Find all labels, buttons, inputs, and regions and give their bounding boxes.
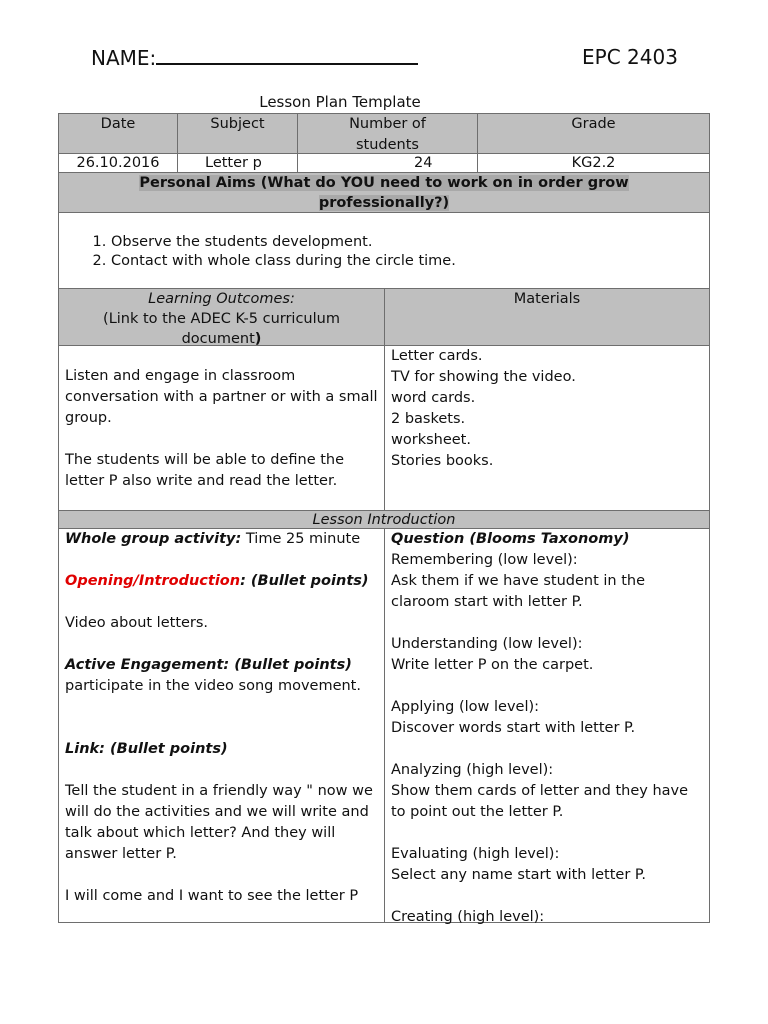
outcomes-sub-line2: document xyxy=(181,331,255,347)
link-label: Link: (Bullet points) xyxy=(65,741,228,757)
name-field xyxy=(91,45,418,70)
aim-item: 1. Observe the students development. xyxy=(111,233,709,252)
materials-heading: Materials xyxy=(513,291,581,307)
material-item: 2 baskets. xyxy=(391,411,466,427)
blooms-level-text: Show them cards of letter and they have to point out the letter P. xyxy=(391,783,689,820)
blooms-level-label: Understanding (low level): xyxy=(391,636,583,652)
outcomes-heading-cell xyxy=(58,288,385,346)
name-label: NAME: xyxy=(91,46,157,70)
blooms-level-text: Write letter P on the carpet. xyxy=(391,657,594,673)
subject-value: Letter p xyxy=(177,153,298,173)
material-item: Letter cards. xyxy=(391,348,483,364)
blooms-level-label: Creating (high level): xyxy=(391,909,545,925)
blooms-level-text: Ask them if we have student in the claroom start with letter P. xyxy=(391,573,645,610)
material-item: word cards. xyxy=(391,390,476,406)
lesson-intro-heading: Lesson Introduction xyxy=(58,510,710,529)
whole-group-time: Time 25 minute xyxy=(241,531,361,547)
opening-suffix: : (Bullet points) xyxy=(240,573,369,589)
personal-aims-heading xyxy=(58,172,710,213)
materials-body xyxy=(384,345,710,511)
materials-heading-cell xyxy=(384,288,710,346)
outcomes-para2: The students will be able to define the letter P also write and read the letter. xyxy=(65,452,345,489)
lesson-intro-right xyxy=(384,528,710,923)
opening-text: Video about letters. xyxy=(65,615,209,631)
personal-aims-heading-line2: professionally?) xyxy=(318,195,450,211)
active-label: Active Engagement: (Bullet points) xyxy=(65,657,352,673)
opening-line xyxy=(65,571,378,592)
lesson-intro-left xyxy=(58,528,385,923)
blooms-level-text: Discover words start with letter P. xyxy=(391,720,636,736)
blooms-level-label: Remembering (low level): xyxy=(391,552,578,568)
personal-aims-list xyxy=(59,233,709,271)
course-code: EPC 2403 xyxy=(582,45,678,69)
aim-item: 2. Contact with whole class during the circle time. xyxy=(111,252,709,271)
outcomes-heading: Learning Outcomes: xyxy=(148,291,295,307)
subject-header: Subject xyxy=(177,113,298,154)
material-item: TV for showing the video. xyxy=(391,369,576,385)
material-item: Stories books. xyxy=(391,453,494,469)
outcomes-sub-line1: (Link to the ADEC K-5 curriculum xyxy=(103,311,340,327)
outcomes-body xyxy=(58,345,385,511)
grade-header: Grade xyxy=(477,113,710,154)
grade-value: KG2.2 xyxy=(477,153,710,173)
active-text: participate in the video song movement. xyxy=(65,678,361,694)
personal-aims-body xyxy=(58,212,710,289)
blooms-level-text: Select any name start with letter P. xyxy=(391,867,646,883)
date-header: Date xyxy=(58,113,178,154)
blooms-level-label: Evaluating (high level): xyxy=(391,846,560,862)
document-title: Lesson Plan Template xyxy=(259,93,421,111)
material-item: worksheet. xyxy=(391,432,471,448)
students-header-line1: Number of xyxy=(349,116,426,132)
personal-aims-heading-line1: Personal Aims (What do YOU need to work on in order grow xyxy=(139,175,629,191)
link-text: Tell the student in a friendly way " now we will do the activities and we will write and talk about which letter? And they will answer letter P. xyxy=(65,783,373,862)
students-header xyxy=(297,113,478,154)
date-value: 26.10.2016 xyxy=(58,153,178,173)
outcomes-para1: Listen and engage in classroom conversation with a partner or with a small group. xyxy=(65,368,378,426)
outcomes-sub-close: ) xyxy=(254,331,262,347)
students-header-line2: students xyxy=(356,137,419,153)
whole-group-label: Whole group activity: xyxy=(65,531,242,547)
last-text: I will come and I want to see the letter P xyxy=(65,888,359,904)
students-value: 24 xyxy=(297,153,478,173)
whole-group-line xyxy=(65,529,378,550)
blooms-heading: Question (Blooms Taxonomy) xyxy=(391,531,630,547)
opening-label: Opening/Introduction xyxy=(65,573,241,589)
blooms-level-label: Analyzing (high level): xyxy=(391,762,554,778)
name-blank-line xyxy=(156,45,418,65)
blooms-level-label: Applying (low level): xyxy=(391,699,540,715)
